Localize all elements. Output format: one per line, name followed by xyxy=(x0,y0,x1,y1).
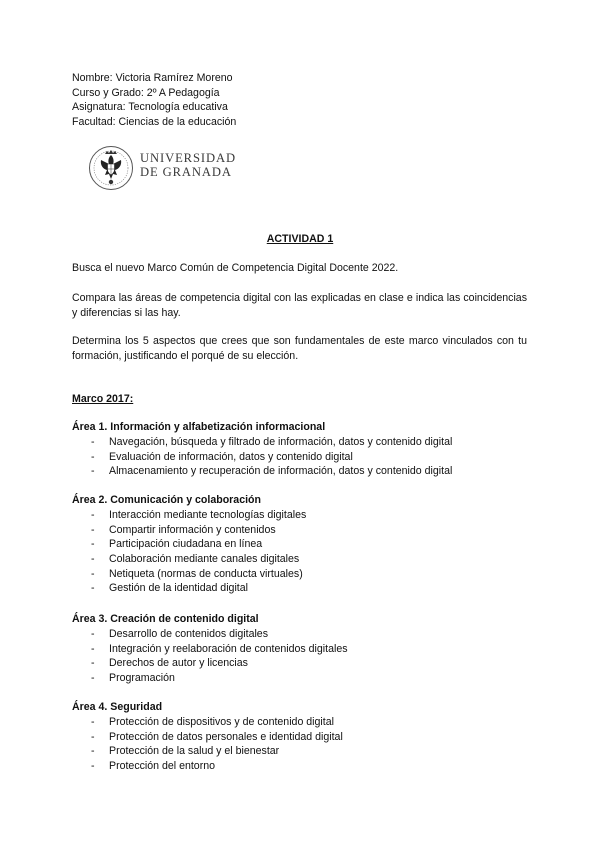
instruction-paragraph: Compara las áreas de competencia digital con las explicadas en clase e indica las coincidencias y diferencias si las hay. xyxy=(72,292,527,320)
logo-line-2: DE GRANADA xyxy=(140,164,232,179)
list-item xyxy=(72,508,532,523)
list-item xyxy=(72,671,532,686)
bullet-dash: - xyxy=(91,523,95,536)
bullet-dash: - xyxy=(91,657,95,670)
list-item-text: Protección de dispositivos y de contenido digital xyxy=(109,716,334,728)
list-item xyxy=(72,759,532,774)
list-item-text: Navegación, búsqueda y filtrado de información, datos y contenido digital xyxy=(109,436,453,448)
logo-line-1: UNIVERSIDAD xyxy=(140,151,236,165)
list-item-text: Gestión de la identidad digital xyxy=(109,582,248,595)
coat-of-arms-icon xyxy=(88,145,134,191)
area-title: Área 4. Seguridad xyxy=(72,701,163,713)
list-item-text: Protección del entorno xyxy=(109,760,216,773)
bullet-dash: - xyxy=(91,509,95,521)
list-item xyxy=(72,730,532,745)
list-item xyxy=(72,552,532,567)
bullet-dash: - xyxy=(91,567,95,580)
bullet-dash: - xyxy=(91,582,95,595)
list-item-text: Integración y reelaboración de contenidos digitales xyxy=(109,642,348,655)
framework-title: Marco 2017: xyxy=(72,393,134,405)
university-name xyxy=(140,152,236,179)
area-item-list xyxy=(72,715,532,774)
bullet-dash: - xyxy=(91,642,95,655)
list-item-text: Interacción mediante tecnologías digitales xyxy=(109,509,307,521)
bullet-dash: - xyxy=(91,538,95,551)
competence-area xyxy=(72,612,532,686)
list-item xyxy=(72,656,532,671)
list-item xyxy=(72,715,532,730)
instruction-paragraph: Determina los 5 aspectos que crees que son fundamentales de este marco vinculados con tu formación, justificando el porqué de su elección. xyxy=(72,335,527,363)
list-item xyxy=(72,523,532,538)
bullet-dash: - xyxy=(91,760,95,773)
area-title: Área 2. Comunicación y colaboración xyxy=(72,494,261,506)
list-item xyxy=(72,537,532,552)
bullet-dash: - xyxy=(91,672,95,685)
bullet-dash: - xyxy=(91,436,95,448)
student-course: Curso y Grado: 2º A Pedagogía xyxy=(72,86,220,99)
list-item xyxy=(72,450,532,465)
competence-area xyxy=(72,420,532,479)
bullet-dash: - xyxy=(91,465,95,478)
student-faculty: Facultad: Ciencias de la educación xyxy=(72,115,237,128)
list-item-text: Evaluación de información, datos y contenido digital xyxy=(109,450,353,463)
list-item xyxy=(72,567,532,582)
list-item xyxy=(72,435,532,450)
list-item xyxy=(72,642,532,657)
bullet-dash: - xyxy=(91,745,95,758)
bullet-dash: - xyxy=(91,628,95,640)
area-title: Área 1. Información y alfabetización informacional xyxy=(72,421,326,433)
list-item-text: Netiqueta (normas de conducta virtuales) xyxy=(109,567,303,580)
area-title: Área 3. Creación de contenido digital xyxy=(72,613,259,625)
list-item-text: Derechos de autor y licencias xyxy=(109,657,248,670)
area-item-list xyxy=(72,627,532,686)
list-item xyxy=(72,464,532,479)
list-item-text: Desarrollo de contenidos digitales xyxy=(109,628,268,640)
activity-title: ACTIVIDAD 1 xyxy=(266,233,334,245)
area-item-list xyxy=(72,508,532,596)
student-info xyxy=(72,71,236,129)
list-item xyxy=(72,744,532,759)
competence-area xyxy=(72,493,532,596)
area-item-list xyxy=(72,435,532,479)
bullet-dash: - xyxy=(91,553,95,566)
university-logo xyxy=(88,145,248,191)
list-item-text: Programación xyxy=(109,672,175,685)
student-name: Nombre: Victoria Ramírez Moreno xyxy=(72,72,233,84)
student-subject: Asignatura: Tecnología educativa xyxy=(72,101,228,114)
list-item-text: Protección de datos personales e identidad digital xyxy=(109,730,343,743)
competence-area xyxy=(72,700,532,774)
bullet-dash: - xyxy=(91,716,95,728)
list-item xyxy=(72,627,532,642)
list-item-text: Participación ciudadana en línea xyxy=(109,538,263,551)
instruction-paragraph: Busca el nuevo Marco Común de Competencia Digital Docente 2022. xyxy=(72,262,399,274)
bullet-dash: - xyxy=(91,450,95,463)
bullet-dash: - xyxy=(91,730,95,743)
list-item-text: Colaboración mediante canales digitales xyxy=(109,553,300,566)
list-item-text: Almacenamiento y recuperación de información, datos y contenido digital xyxy=(109,465,453,478)
list-item-text: Protección de la salud y el bienestar xyxy=(109,745,280,758)
list-item-text: Compartir información y contenidos xyxy=(109,523,276,536)
list-item xyxy=(72,581,532,596)
